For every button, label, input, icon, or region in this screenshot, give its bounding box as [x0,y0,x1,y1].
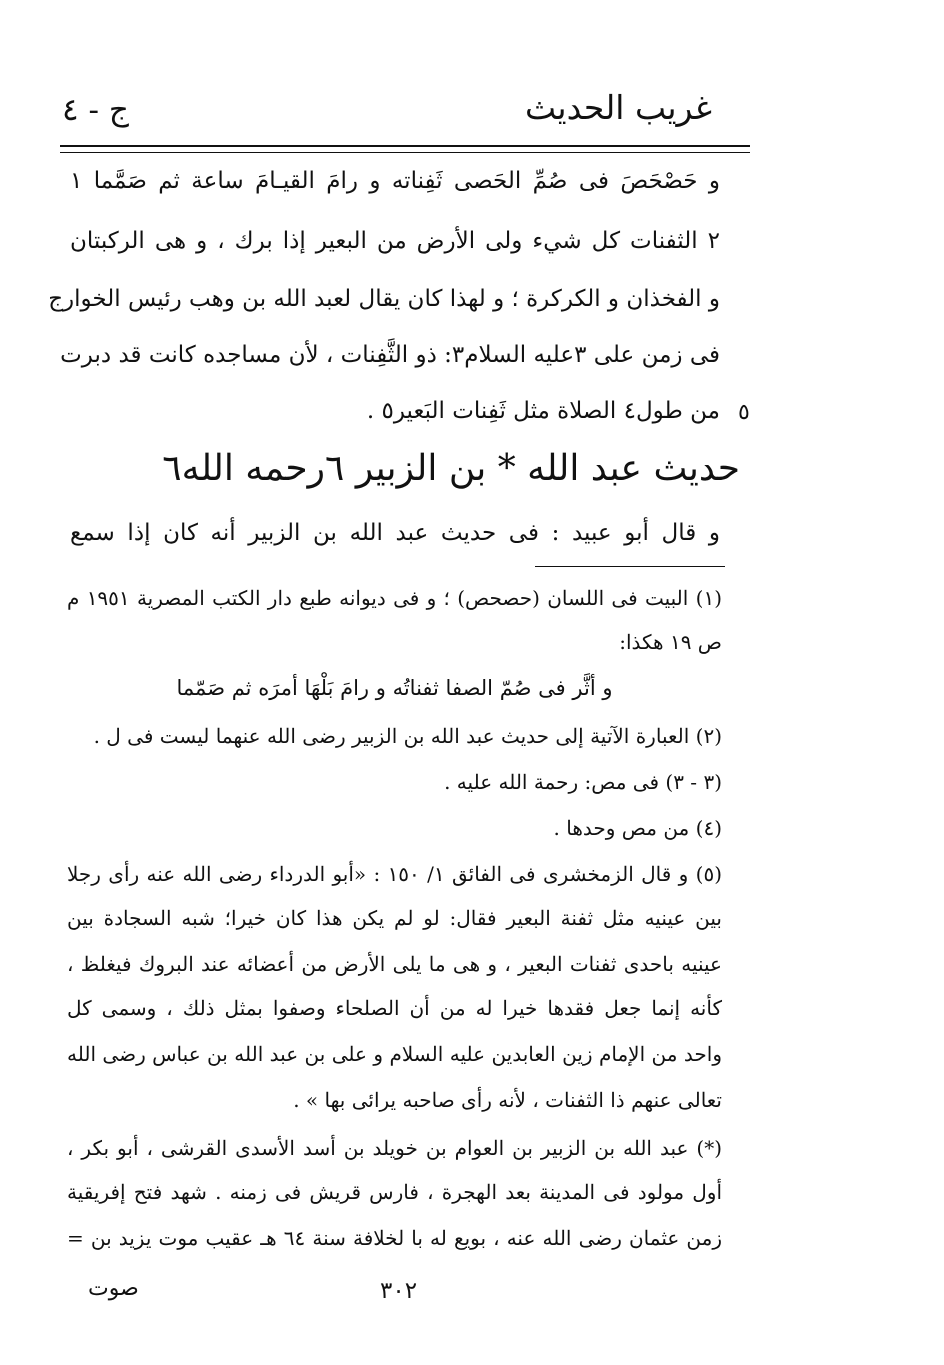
footnote-line: (*) عبد الله بن الزبير بن العوام بن خويلد بن أسد الأسدى القرشى ، أبو بكر ، [67,1136,722,1160]
footnote-line: زمن عثمان رضى الله عنه ، بويع له با لخلافة سنة ٦٤ هـ عقيب موت يزيد بن = [67,1226,722,1250]
main-text-line: فى زمن على ٣عليه السلام٣: ذو الثَّفِنات ، لأن مساجده كانت قد دبرت [60,342,720,368]
footnote-verse: و أثَّر فى صُمّ الصفا ثفناتُه و رامَ بَلْهَا أمرَه ثم صَمّما [176,676,613,700]
footnote-line: (٥) و قال الزمخشرى فى الفائق ١/ ١٥٠ : «أبو الدرداء رضى الله عنه رأى رجلا [67,862,722,886]
page-number: ٣٠٢ [380,1278,418,1304]
header-rule-thick [60,145,750,147]
main-text-line: و الفخذان و الكركرة ؛ و لهذا كان يقال لعبد الله بن وهب رئيس الخوارج [48,286,720,312]
main-text-line: و قال أبو عبيد : فى حديث عبد الله بن الزبير أنه كان إذا سمع [70,520,720,546]
footnote-line: كأنه إنما جعل فقدها خيرا له من أن الصلحاء وصفوا بمثل ذلك ، وسمى كل [67,996,722,1020]
running-header-title: غريب الحديث [525,88,712,127]
main-verse-line: و حَصْحَصَ فى صُمِّ الحَصى ثَفِناته و رامَ القيـامَ ساعة ثم صَمَّما ١ [70,168,720,194]
footnote-line: ص ١٩ هكذا: [619,630,722,654]
margin-line-number: ٥ [738,400,750,425]
running-header-part: ج - ٤ [62,92,129,128]
footnote-line: بين عينيه مثل ثفنة البعير فقال: لو لم يكن هذا كان خيرا؛ شبه السجادة بين [67,906,722,930]
footnote-line: (١) البيت فى اللسان (حصحص) ؛ و فى ديوانه طبع دار الكتب المصرية ١٩٥١ م [67,586,722,610]
footnote-line: تعالى عنهم ذا الثفنات ، لأنه رأى صاحبه يرائى بها » . [293,1088,722,1112]
header-rule-thin [60,152,750,153]
main-text-line: ٢ الثفنات كل شيء ولى الأرض من البعير إذا برك ، و هى الركبتان [70,228,720,254]
footnote-line: (٢) العبارة الآتية إلى حديث عبد الله بن الزبير رضى الله عنهما ليست فى ل . [93,724,722,748]
footnote-separator [535,566,725,567]
footnote-line: واحد من الإمام زين العابدين عليه السلام و على بن عبد الله بن عباس رضى الله [67,1042,722,1066]
section-heading: حديث عبد الله * بن الزبير ٦رحمه الله٦ [162,448,740,489]
footnote-line: أول مولود فى المدينة بعد الهجرة ، فارس قريش فى زمنه . شهد فتح إفريقية [67,1180,722,1204]
main-text-line: من طول٤ الصلاة مثل ثَفِنات البَعير٥ . [366,398,720,424]
signature-mark: صوت [88,1276,139,1301]
footnote-line: (٤) من مص وحدها . [553,816,722,840]
footnote-line: عينيه باحدى ثفنات البعير ، و هى ما يلى الأرض من أعضائه عند البروك فيغلظ ، [67,952,722,976]
footnote-line: (٣ - ٣) فى مص: رحمة الله عليه . [444,770,722,794]
